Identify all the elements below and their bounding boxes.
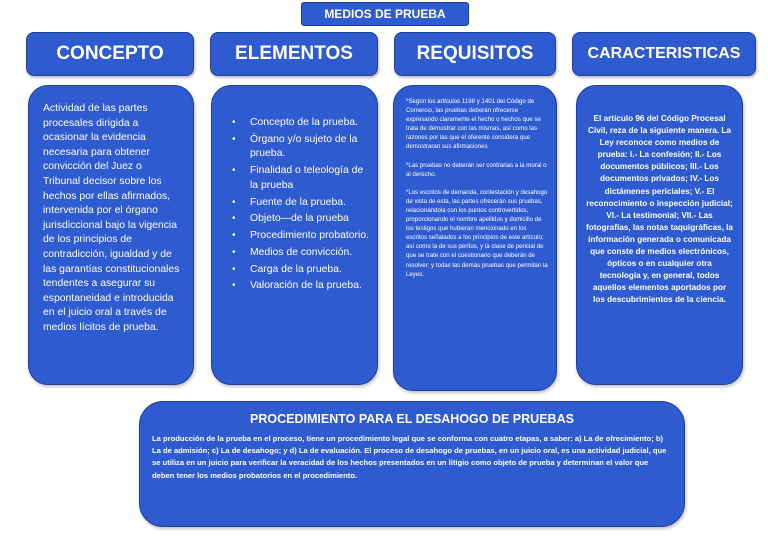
caracteristicas-card (576, 85, 743, 385)
list-item: • Concepto de la prueba. (250, 116, 371, 131)
list-item: • Finalidad o teleología de la prueba (250, 164, 371, 193)
list-item: • Objeto—de la prueba (250, 212, 371, 227)
requisito-paragraph: *Según los artículos 1198 y 1401 del Código de Comercio, las pruebas deberán ofrecerse expresando claramente el hecho o hechos que se trata de demostrar con las mismas, así como las razones por las que el oferente considera que demostraran sus afirmaciones (406, 98, 541, 151)
list-item: • Procedimiento probatorio. (250, 229, 371, 244)
requisito-paragraph: *Las pruebas no deberán ser contrarias a la moral o al derecho. (406, 161, 547, 178)
requisitos-card (393, 85, 557, 391)
list-item: • Carga de la prueba. (250, 263, 371, 278)
caracteristicas-text: El artículo 96 del Código Procesal Civil, reza de la siguiente manera. La Ley reconoce como medios de prueba: I.- La confesión; II.- Los documentos públicos; III.- Los documentos privados; IV.- Los dictámenes periciales; V.- El reconocimiento o inspección judicial; VI.- La testimonial; VII.- Las fotografías, las notas taquigráficas, la información generada o comunicada que conste de medios electrónicos, ópticos o en cualquier otra tecnología y, en general, todos aquellos elementos aportados por los descubrimientos de la ciencia. (586, 114, 733, 305)
page-title: MEDIOS DE PRUEBA (301, 2, 469, 26)
elementos-list (220, 116, 371, 294)
procedimiento-text: La producción de la prueba en el proceso, tiene un procedimiento legal que se conforma con cuatro etapas, a saber: a) La de ofrecimiento; b) La de admisión; c) La de desahogo; y d) La de evaluación. El proceso de desahogo de pruebas, en un juicio oral, es una actividad judicial, que se utiliza en un juicio para verificar la veracidad de los hechos presentados en un litigio como objeto de prueba y determinan el valor que deben tener los medios probatorios en el procedimiento. (152, 434, 667, 480)
elementos-header: ELEMENTOS (210, 32, 378, 76)
requisitos-header: REQUISITOS (394, 32, 556, 76)
list-item: • Valoración de la prueba. (250, 279, 371, 294)
concepto-text: Actividad de las partes procesales dirigida a ocasionar la evidencia necesaria para obtener convicción del Juez o Tribunal decisor sobre los hechos por ellas afirmados, intervenida por el órgano jurisdiccional bajo la vigencia de los principios de contradicción, igualdad y de las garantías constitucionales tendentes a asegurar su espontaneidad e introducida en el juicio oral a través de medios lícitos de prueba. (43, 103, 180, 333)
concepto-header: CONCEPTO (26, 32, 194, 76)
requisito-paragraph: *Los escritos de demanda, contestación y desahogo de vista de esta, las partes ofrecerán sus pruebas, relacionándola con los puntos controvertidos, proporcionando el nombre apellidos y domicilio de los testigos que hubieran mencionado en los escritos señalados a los principios de este artículo; así como la de sus peritos, y la clase de pericial de que se trate con el cuestionario que deberán de resolver; y todas las demás pruebas que permitan la Leyes. (406, 188, 548, 278)
list-item: • Órgano y/o sujeto de la prueba. (250, 133, 371, 162)
concepto-card (28, 85, 194, 385)
list-item: • Medios de convicción. (250, 246, 371, 261)
procedimiento-card (139, 401, 685, 527)
procedimiento-title: PROCEDIMIENTO PARA EL DESAHOGO DE PRUEBAS (250, 412, 574, 426)
elementos-card (211, 85, 378, 385)
caracteristicas-header: CARACTERISTICAS (572, 32, 756, 76)
list-item: • Fuente de la prueba. (250, 196, 371, 211)
